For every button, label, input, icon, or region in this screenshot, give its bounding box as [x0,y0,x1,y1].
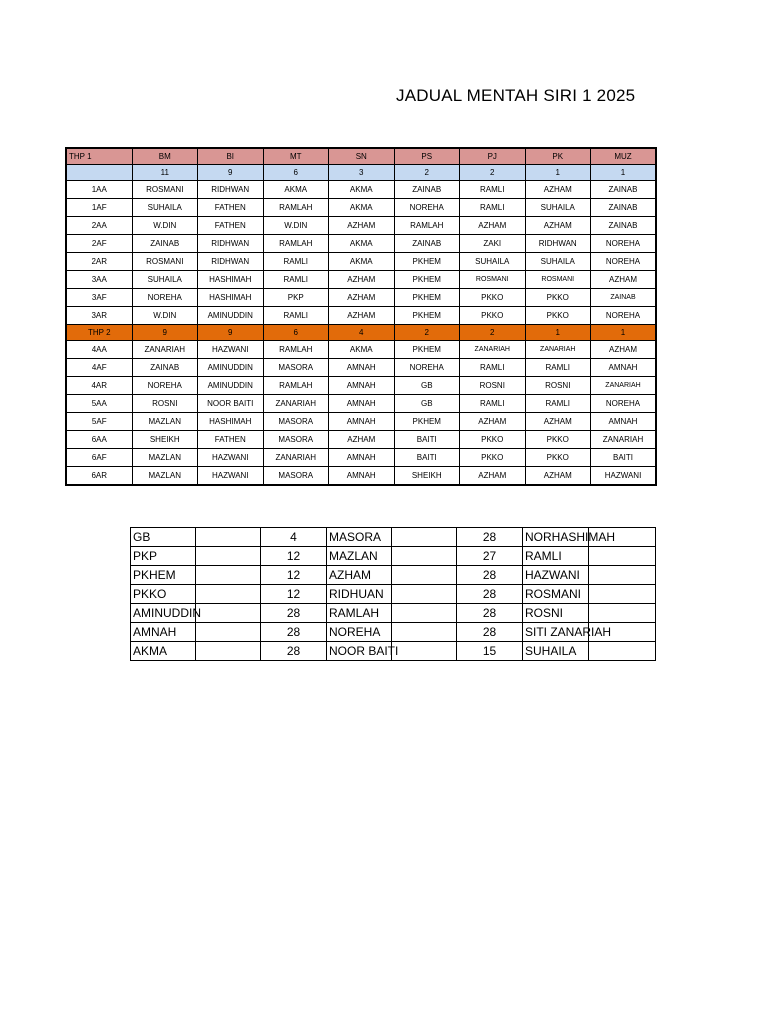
teacher-cell: RAMLAH [263,235,329,253]
staff-blank-cell [392,547,457,566]
teacher-cell: ZAINAB [132,235,198,253]
teacher-cell: PKHEM [394,341,460,359]
subject-header: MT [263,148,329,165]
teacher-cell: ROSNI [460,377,526,395]
teacher-cell: AMNAH [329,377,395,395]
staff-period-count: 28 [261,642,327,661]
staff-name: MAZLAN [327,547,392,566]
teacher-cell: NOREHA [591,253,657,271]
staff-blank-cell [392,585,457,604]
teacher-cell: GB [394,395,460,413]
class-name: 2AF [66,235,132,253]
subject-count: 9 [198,325,264,341]
thp2-label: THP 2 [66,325,132,341]
teacher-cell: AZHAM [525,181,591,199]
teacher-cell: AKMA [329,235,395,253]
class-row [66,253,656,271]
teacher-cell: ROSMANI [132,181,198,199]
teacher-cell: ROSMANI [525,271,591,289]
class-name: 5AF [66,413,132,431]
class-row [66,359,656,377]
staff-period-count: 15 [457,642,523,661]
teacher-cell: PKKO [525,449,591,467]
timetable-grid [65,147,657,486]
teacher-cell: PKKO [525,289,591,307]
class-name: 3AA [66,271,132,289]
teacher-cell: RAMLI [263,253,329,271]
teacher-cell: AZHAM [460,413,526,431]
teacher-cell: RIDHWAN [525,235,591,253]
teacher-cell: NOREHA [394,359,460,377]
staff-blank-cell [392,528,457,547]
subject-header: PS [394,148,460,165]
teacher-cell: RAMLI [460,199,526,217]
teacher-cell: RIDHWAN [198,181,264,199]
timetable-body [66,148,656,485]
teacher-cell: AZHAM [329,307,395,325]
teacher-cell: MAZLAN [132,467,198,486]
class-name: 3AR [66,307,132,325]
staff-period-count: 4 [261,528,327,547]
teacher-cell: NOREHA [591,395,657,413]
staff-name: ROSMANI [523,585,589,604]
teacher-cell: MASORA [263,467,329,486]
staff-blank-cell [196,566,261,585]
subject-header: PK [525,148,591,165]
teacher-cell: ROSMANI [132,253,198,271]
teacher-cell: RAMLI [525,359,591,377]
teacher-cell: SUHAILA [132,199,198,217]
teacher-cell: ZAINAB [591,181,657,199]
teacher-cell: PKKO [460,449,526,467]
teacher-cell: AZHAM [329,431,395,449]
teacher-cell: NOREHA [591,235,657,253]
class-row [66,289,656,307]
thp1-count-row [66,165,656,181]
teacher-cell: ZANARIAH [460,341,526,359]
staff-period-count: 28 [457,585,523,604]
staff-blank-cell [589,585,656,604]
staff-row [131,604,656,623]
teacher-cell: NOREHA [394,199,460,217]
teacher-cell: ROSNI [132,395,198,413]
staff-name: RAMLI [523,547,589,566]
staff-blank-cell [196,642,261,661]
teacher-cell: ZAINAB [591,199,657,217]
teacher-cell: AMNAH [591,359,657,377]
class-row [66,235,656,253]
staff-name: SITI ZANARIAH [523,623,589,642]
teacher-cell: BAITI [394,449,460,467]
class-name: 3AF [66,289,132,307]
teacher-cell: ZANARIAH [591,431,657,449]
staff-name: NORHASHIMAH [523,528,589,547]
teacher-cell: AMNAH [329,467,395,486]
teacher-cell: AMNAH [591,413,657,431]
teacher-cell: AMNAH [329,395,395,413]
staff-blank-cell [196,604,261,623]
class-name: 4AA [66,341,132,359]
teacher-cell: RAMLAH [394,217,460,235]
staff-name: AMINUDDIN [131,604,196,623]
staff-period-count: 28 [457,623,523,642]
teacher-cell: MASORA [263,413,329,431]
class-row [66,449,656,467]
teacher-cell: AZHAM [460,467,526,486]
teacher-cell: AMNAH [329,449,395,467]
teacher-cell: AZHAM [525,217,591,235]
teacher-cell: RAMLI [263,271,329,289]
subject-count: 2 [460,165,526,181]
teacher-cell: NOOR BAITI [198,395,264,413]
staff-row [131,623,656,642]
teacher-cell: HAZWANI [591,467,657,486]
teacher-cell: RIDHWAN [198,235,264,253]
teacher-cell: ZAKI [460,235,526,253]
teacher-cell: HASHIMAH [198,413,264,431]
teacher-cell: GB [394,377,460,395]
class-name: 4AR [66,377,132,395]
teacher-cell: ROSMANI [460,271,526,289]
teacher-cell: MAZLAN [132,449,198,467]
teacher-cell: RAMLAH [263,199,329,217]
staff-blank-cell [589,642,656,661]
subject-count: 4 [329,325,395,341]
subject-count: 1 [525,325,591,341]
staff-blank-cell [196,528,261,547]
teacher-cell: AKMA [263,181,329,199]
teacher-cell: AMINUDDIN [198,307,264,325]
teacher-cell: W.DIN [132,217,198,235]
staff-row [131,642,656,661]
subject-count: 6 [263,325,329,341]
teacher-cell: AZHAM [525,467,591,486]
teacher-cell: HAZWANI [198,467,264,486]
count-spacer [66,165,132,181]
teacher-cell: BAITI [591,449,657,467]
page-title: JADUAL MENTAH SIRI 1 2025 [396,86,636,105]
staff-name: NOREHA [327,623,392,642]
teacher-cell: RAMLAH [263,341,329,359]
teacher-cell: SUHAILA [460,253,526,271]
class-name: 6AR [66,467,132,486]
teacher-cell: ZAINAB [591,289,657,307]
teacher-cell: AZHAM [460,217,526,235]
teacher-cell: MAZLAN [132,413,198,431]
staff-name: RAMLAH [327,604,392,623]
class-row [66,431,656,449]
teacher-cell: ZANARIAH [132,341,198,359]
staff-period-count: 28 [261,604,327,623]
subject-count: 1 [525,165,591,181]
staff-blank-cell [392,623,457,642]
thp2-header-row [66,325,656,341]
class-row [66,181,656,199]
teacher-cell: PKP [263,289,329,307]
class-row [66,307,656,325]
staff-name: PKP [131,547,196,566]
teacher-cell: W.DIN [263,217,329,235]
class-row [66,199,656,217]
teacher-cell: HAZWANI [198,341,264,359]
subject-count: 11 [132,165,198,181]
teacher-cell: MASORA [263,359,329,377]
staff-period-count: 12 [261,566,327,585]
subject-count: 6 [263,165,329,181]
staff-name: AZHAM [327,566,392,585]
teacher-cell: SUHAILA [525,199,591,217]
staff-load-table [130,527,656,661]
teacher-cell: AZHAM [591,341,657,359]
class-row [66,341,656,359]
staff-blank-cell [196,547,261,566]
teacher-cell: SUHAILA [132,271,198,289]
teacher-cell: FATHEN [198,217,264,235]
teacher-cell: ZANARIAH [263,449,329,467]
teacher-cell: AZHAM [329,217,395,235]
staff-blank-cell [196,623,261,642]
subject-count: 9 [198,165,264,181]
teacher-cell: BAITI [394,431,460,449]
staff-load-body [131,528,656,661]
teacher-cell: PKKO [460,289,526,307]
subject-count: 1 [591,325,657,341]
teacher-cell: RAMLI [525,395,591,413]
staff-period-count: 28 [457,604,523,623]
staff-name: PKKO [131,585,196,604]
teacher-cell: AZHAM [329,271,395,289]
subject-header: PJ [460,148,526,165]
teacher-cell: FATHEN [198,431,264,449]
thp1-header-row [66,148,656,165]
teacher-cell: AKMA [329,341,395,359]
class-row [66,413,656,431]
teacher-cell: ZAINAB [394,235,460,253]
subject-count: 2 [394,325,460,341]
teacher-cell: MASORA [263,431,329,449]
subject-header: BM [132,148,198,165]
teacher-cell: SHEIKH [394,467,460,486]
subject-count: 9 [132,325,198,341]
class-row [66,217,656,235]
teacher-cell: RAMLI [460,181,526,199]
staff-blank-cell [392,604,457,623]
staff-period-count: 12 [261,547,327,566]
teacher-cell: SHEIKH [132,431,198,449]
teacher-cell: PKKO [525,307,591,325]
thp1-label: THP 1 [66,148,132,165]
staff-name: GB [131,528,196,547]
class-name: 6AA [66,431,132,449]
teacher-cell: NOREHA [591,307,657,325]
teacher-cell: AKMA [329,199,395,217]
class-name: 2AR [66,253,132,271]
class-row [66,395,656,413]
teacher-cell: NOREHA [132,289,198,307]
teacher-cell: AMINUDDIN [198,359,264,377]
teacher-cell: NOREHA [132,377,198,395]
teacher-cell: PKHEM [394,253,460,271]
teacher-cell: AKMA [329,181,395,199]
teacher-cell: FATHEN [198,199,264,217]
staff-period-count: 12 [261,585,327,604]
staff-row [131,547,656,566]
teacher-cell: SUHAILA [525,253,591,271]
class-name: 5AA [66,395,132,413]
teacher-cell: ZANARIAH [263,395,329,413]
class-name: 4AF [66,359,132,377]
teacher-cell: AZHAM [591,271,657,289]
teacher-cell: PKKO [460,431,526,449]
class-name: 2AA [66,217,132,235]
staff-name: NOOR BAITI [327,642,392,661]
teacher-cell: W.DIN [132,307,198,325]
subject-header: MUZ [591,148,657,165]
teacher-cell: HASHIMAH [198,271,264,289]
staff-name: AKMA [131,642,196,661]
class-row [66,377,656,395]
teacher-cell: PKHEM [394,307,460,325]
staff-row [131,585,656,604]
teacher-cell: PKKO [460,307,526,325]
subject-header: BI [198,148,264,165]
staff-blank-cell [589,566,656,585]
staff-period-count: 28 [457,566,523,585]
teacher-cell: RIDHWAN [198,253,264,271]
teacher-cell: ZANARIAH [525,341,591,359]
teacher-cell: AZHAM [329,289,395,307]
staff-name: HAZWANI [523,566,589,585]
teacher-cell: HAZWANI [198,449,264,467]
staff-blank-cell [589,547,656,566]
staff-name: PKHEM [131,566,196,585]
staff-name: SUHAILA [523,642,589,661]
teacher-cell: RAMLAH [263,377,329,395]
teacher-cell: PKKO [525,431,591,449]
subject-header: SN [329,148,395,165]
staff-period-count: 28 [457,528,523,547]
teacher-cell: PKHEM [394,271,460,289]
teacher-cell: ZANARIAH [591,377,657,395]
staff-row [131,566,656,585]
staff-blank-cell [589,604,656,623]
teacher-cell: RAMLI [263,307,329,325]
teacher-cell: PKHEM [394,289,460,307]
teacher-cell: ZAINAB [132,359,198,377]
staff-row [131,528,656,547]
teacher-cell: RAMLI [460,359,526,377]
class-row [66,271,656,289]
class-name: 1AA [66,181,132,199]
teacher-cell: PKHEM [394,413,460,431]
teacher-cell: AMINUDDIN [198,377,264,395]
teacher-cell: AZHAM [525,413,591,431]
subject-count: 2 [394,165,460,181]
staff-name: MASORA [327,528,392,547]
teacher-cell: ROSNI [525,377,591,395]
class-row [66,467,656,486]
teacher-cell: AMNAH [329,413,395,431]
subject-count: 3 [329,165,395,181]
teacher-cell: HASHIMAH [198,289,264,307]
teacher-cell: ZAINAB [394,181,460,199]
staff-name: AMNAH [131,623,196,642]
staff-blank-cell [392,566,457,585]
subject-count: 1 [591,165,657,181]
staff-blank-cell [196,585,261,604]
subject-count: 2 [460,325,526,341]
class-name: 1AF [66,199,132,217]
teacher-cell: ZAINAB [591,217,657,235]
teacher-cell: AKMA [329,253,395,271]
staff-name: ROSNI [523,604,589,623]
staff-period-count: 27 [457,547,523,566]
class-name: 6AF [66,449,132,467]
staff-blank-cell [392,642,457,661]
staff-period-count: 28 [261,623,327,642]
teacher-cell: AMNAH [329,359,395,377]
staff-name: RIDHUAN [327,585,392,604]
teacher-cell: RAMLI [460,395,526,413]
